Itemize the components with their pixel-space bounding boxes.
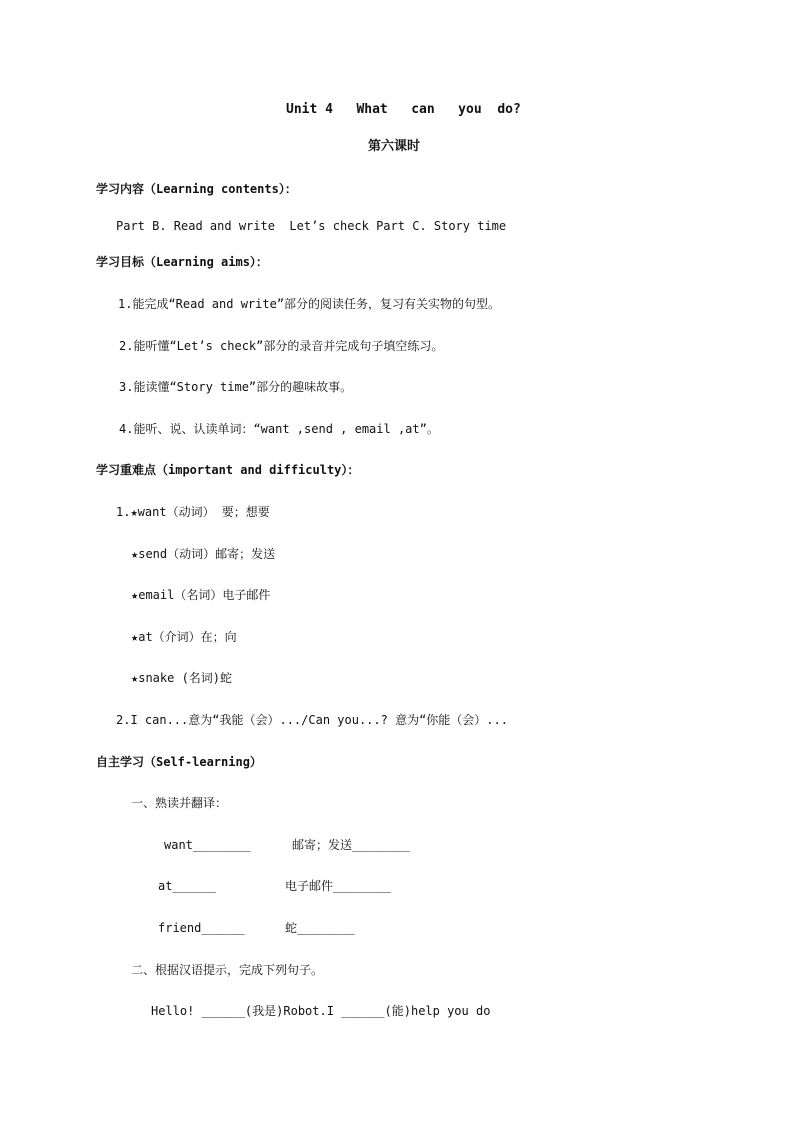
aim-item-4: 4.能听、说、认读单词：“want ,send , email ,at”。 (119, 422, 439, 436)
difficulty-item-2: ★send（动词）邮寄；发送 (131, 547, 276, 561)
section-2-heading: 二、根据汉语提示，完成下列句子。 (131, 963, 324, 977)
vocab-want: want________ (164, 838, 251, 852)
difficulty-item-3: ★email（名词）电子邮件 (131, 588, 271, 602)
page-title: Unit 4 What can you do? (286, 102, 521, 117)
aims-heading: 学习目标（Learning aims）： (96, 255, 268, 269)
difficulty-item-6: 2.I can...意为“我能（会）.../Can you...? 意为“你能（会）... (116, 713, 508, 727)
fill-sentence: Hello! ______(我是)Robot.I ______(能)help you do (151, 1004, 491, 1018)
aim-item-3: 3.能读懂“Story time”部分的趣味故事。 (119, 380, 353, 394)
difficulty-heading: 学习重难点（important and difficulty）： (96, 463, 360, 477)
vocab-at: at______ (158, 879, 216, 893)
vocab-send: 邮寄；发送________ (292, 838, 410, 852)
aim-item-2: 2.能听懂“Let’s check”部分的录音并完成句子填空练习。 (119, 339, 444, 353)
vocab-friend: friend______ (158, 921, 245, 935)
vocab-snake: 蛇________ (285, 921, 355, 935)
difficulty-item-1: 1.★want（动词） 要；想要 (116, 505, 270, 519)
section-1-heading: 一、熟读并翻译： (131, 796, 228, 810)
difficulty-item-4: ★at（介词）在；向 (131, 630, 237, 644)
lesson-subtitle: 第六课时 (368, 139, 421, 154)
contents-heading: 学习内容（Learning contents）： (96, 182, 297, 196)
self-learning-heading: 自主学习（Self-learning） (96, 755, 262, 769)
vocab-email: 电子邮件________ (285, 879, 391, 893)
contents-text: Part B. Read and write Let’s check Part C. Story time (116, 219, 507, 233)
aim-item-1: 1.能完成“Read and write”部分的阅读任务，复习有关实物的句型。 (118, 297, 501, 311)
difficulty-item-5: ★snake (名词)蛇 (131, 671, 233, 685)
